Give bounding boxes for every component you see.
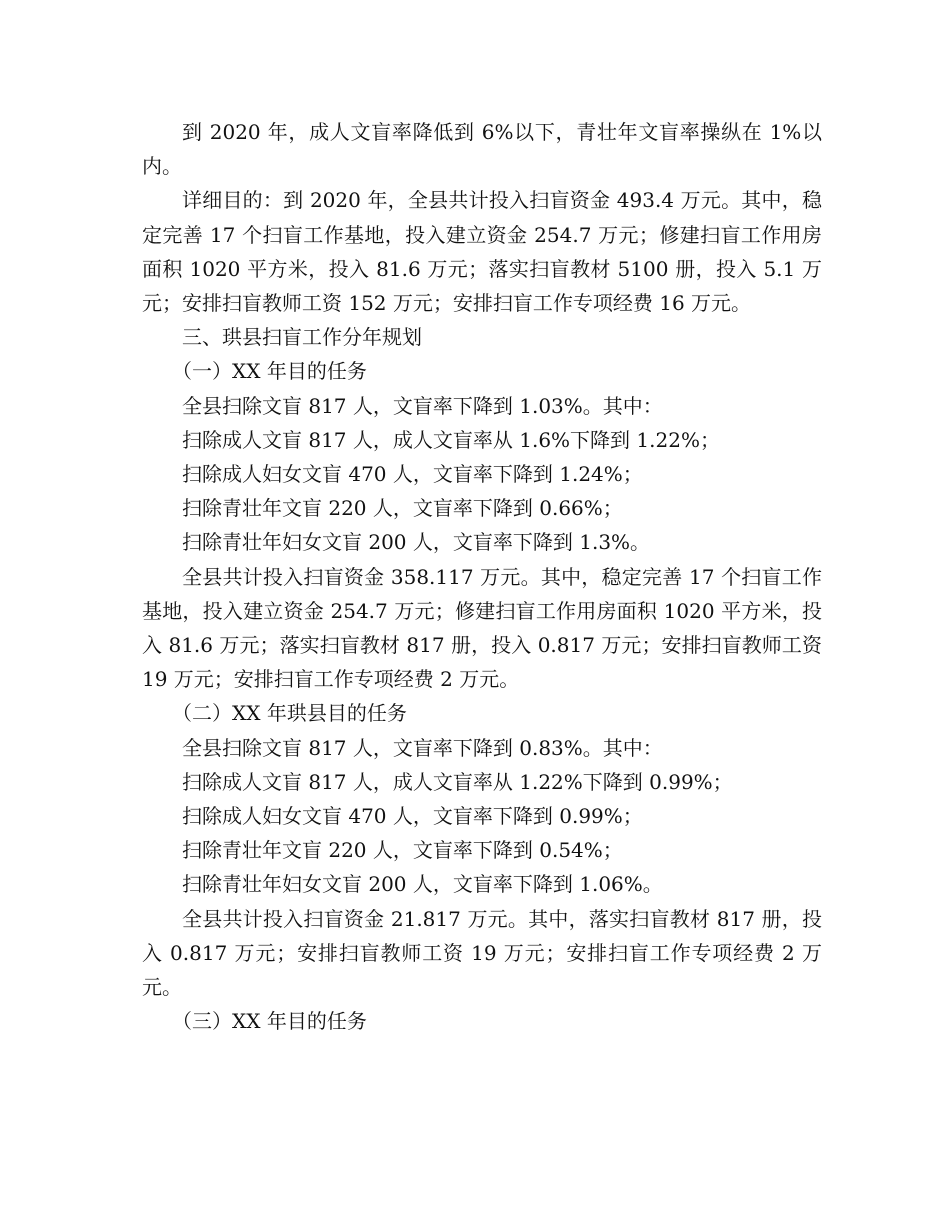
paragraph-year-2-adult: 扫除成人文盲 817 人，成人文盲率从 1.22%下降到 0.99%； [182,769,733,794]
paragraph-year-2-total: 全县扫除文盲 817 人，文盲率下降到 0.83%。其中： [182,735,663,760]
paragraph-year-1-youth-women: 扫除青壮年妇女文盲 200 人，文盲率下降到 1.3%。 [182,530,651,555]
subheading-year-2: （二）XX 年珙县目的任务 [172,701,407,726]
paragraph-year-1-youth: 扫除青壮年文盲 220 人，文盲率下降到 0.66%； [182,496,623,521]
paragraph-year-2-youth: 扫除青壮年文盲 220 人，文盲率下降到 0.54%； [182,838,623,863]
paragraph-year-1-women: 扫除成人妇女文盲 470 人，文盲率下降到 1.24%； [182,462,643,487]
document-body [142,115,822,1038]
paragraph-detailed-goal: 详细目的：到 2020 年，全县共计投入扫盲资金 493.4 万元。其中，稳定完善 17 个扫盲工作基地，投入建立资金 254.7 万元；修建扫盲工作用房面积 1020 平方米，投入 81.6 万元；落实扫盲教材 5100 册，投入 5.1 万元；安排扫盲教师工资 152 万元；安排扫盲工作专项经费 16 万元。 [142,188,822,316]
paragraph-year-1-adult: 扫除成人文盲 817 人，成人文盲率从 1.6%下降到 1.22%； [182,427,720,452]
paragraph-year-2-youth-women: 扫除青壮年妇女文盲 200 人，文盲率下降到 1.06%。 [182,872,663,897]
paragraph-year-2-women: 扫除成人妇女文盲 470 人，文盲率下降到 0.99%； [182,804,643,829]
paragraph-year-1-total: 全县扫除文盲 817 人，文盲率下降到 1.03%。其中： [182,393,663,418]
section-heading-annual-plan: 三、珙县扫盲工作分年规划 [182,325,422,350]
subheading-year-3: （三）XX 年目的任务 [172,1009,367,1034]
paragraph-year-1-funding: 全县共计投入扫盲资金 358.117 万元。其中，稳定完善 17 个扫盲工作基地，投入建立资金 254.7 万元；修建扫盲工作用房面积 1020 平方米，投入 81.6 万元；落实扫盲教材 817 册，投入 0.817 万元；安排扫盲教师工资 19 万元；安排扫盲工作专项经费 2 万元。 [142,564,822,692]
paragraph-year-2-funding: 全县共计投入扫盲资金 21.817 万元。其中，落实扫盲教材 817 册，投入 0.817 万元；安排扫盲教师工资 19 万元；安排扫盲工作专项经费 2 万元。 [142,906,822,1000]
subheading-year-1: （一）XX 年目的任务 [172,359,367,384]
paragraph-literacy-target-2020: 到 2020 年，成人文盲率降低到 6%以下，青壮年文盲率操纵在 1%以内。 [142,120,822,179]
